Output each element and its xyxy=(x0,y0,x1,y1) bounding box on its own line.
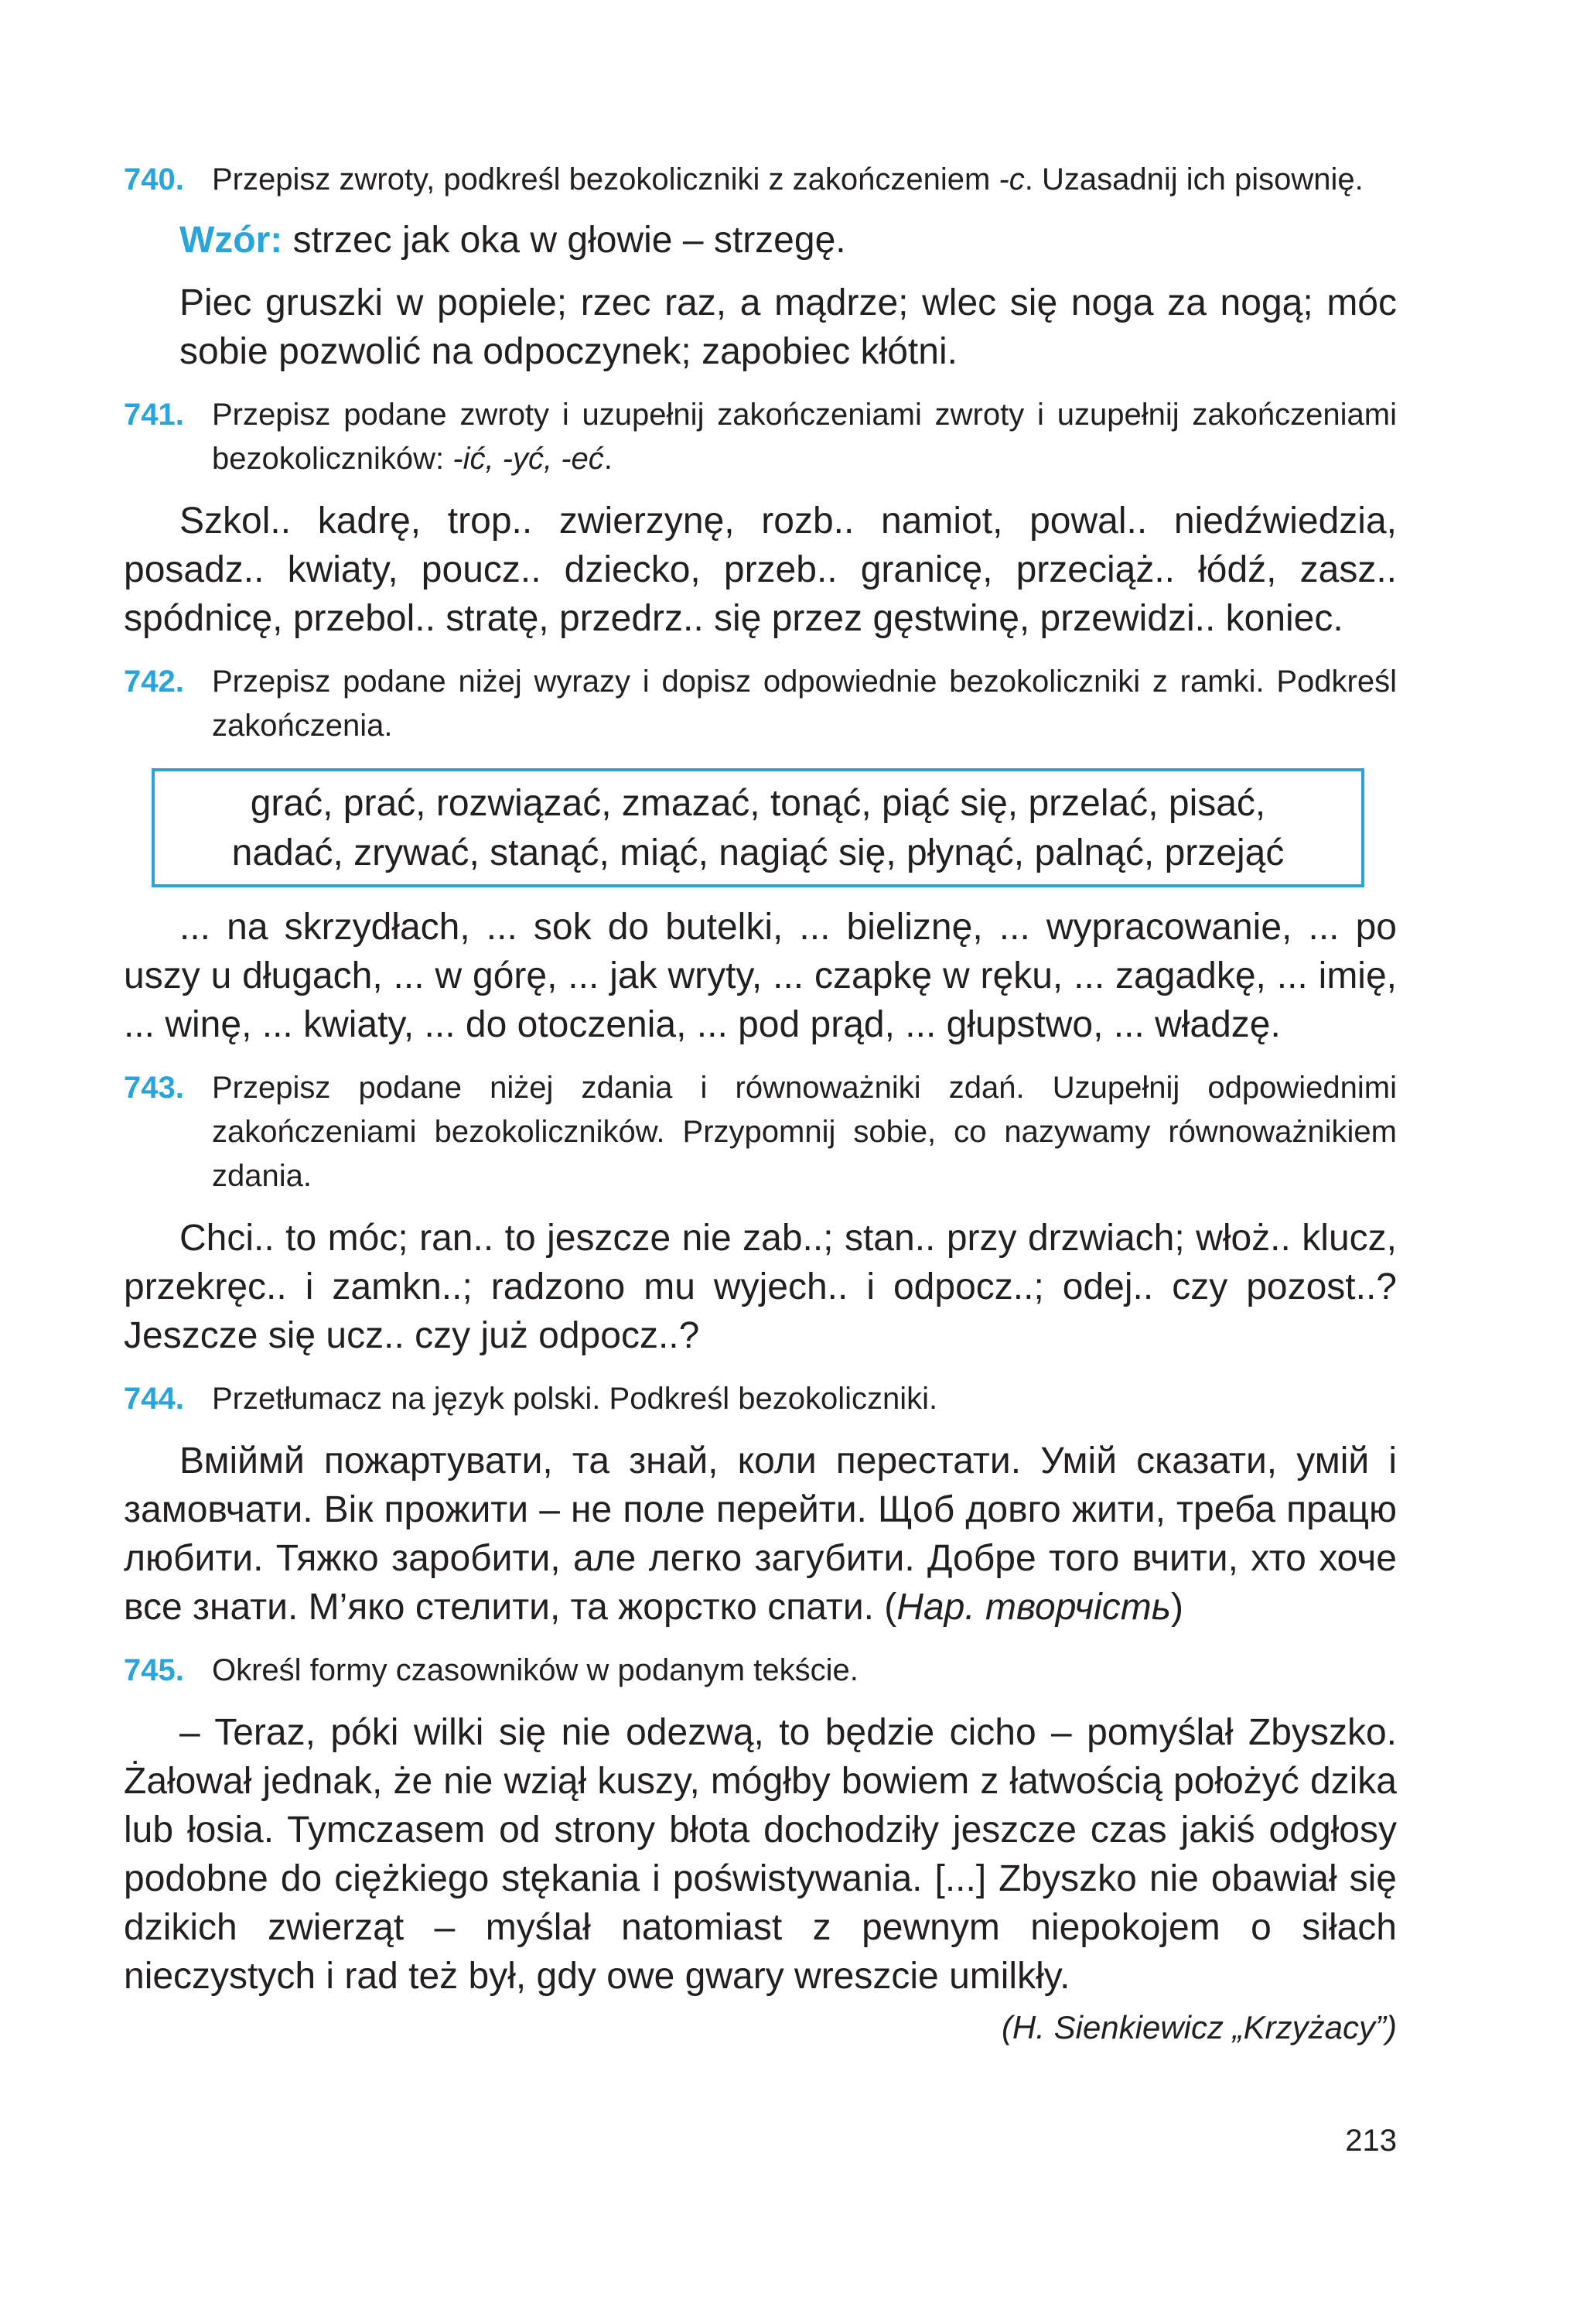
task-number: 740. xyxy=(124,162,184,197)
task-740 xyxy=(124,158,1397,202)
task-instruction: Określ formy czasowników w podanym tekście. xyxy=(212,1653,859,1687)
pattern-text: strzec jak oka w głowie – strzegę. xyxy=(282,220,846,261)
task-instruction: Przepisz podane zwroty i uzupełnij zakończeniami zwroty i uzupełnij zakończeniami bezokoliczników: -ić, -yć, -eć. xyxy=(212,398,1397,476)
page-number: 213 xyxy=(1345,2124,1397,2158)
word-box-wrapper xyxy=(124,768,1397,887)
task-744 xyxy=(124,1377,1397,1421)
task-741 xyxy=(124,393,1397,481)
task-instruction: Przepisz zwroty, podkreśl bezokoliczniki z zakończeniem -c. Uzasadnij ich pisownię. xyxy=(212,162,1364,197)
word-box-line: nadać, zrywać, stanąć, miąć, nagiąć się, płynąć, palnąć, przejąć xyxy=(231,832,1285,873)
task-body: Вміймй пожартувати, та знай, коли перестати. Умій сказати, умій і замовчати. Вік прожити – не поле перейти. Щоб довго жити, треба працю любити. Тяжко заробити, але легко загубити. Добре того вчити, хто хоче все знати. М’яко стелити, та жорстко спати. (Нар. творчість) xyxy=(124,1441,1397,1628)
task-instruction: Przetłumacz na język polski. Podkreśl bezokoliczniki. xyxy=(212,1382,938,1416)
page-content xyxy=(124,158,1397,2050)
task-body: – Teraz, póki wilki się nie odezwą, to będzie cicho – pomyślał Zbyszko. Żałował jednak, że nie wziął kuszy, mógłby bowiem z łatwością położyć dzika lub łosia. Tymczasem od strony błota dochodziły jeszcze czas jakiś odgłosy podobne do ciężkiego stękania i poświstywania. [...] Zbyszko nie obawiał się dzikich zwierząt – myślał natomiast z pewnym niepokojem o siłach nieczystych i rad też był, gdy owe gwary wreszcie umilkły. xyxy=(124,1712,1397,1997)
task-body: Szkol.. kadrę, trop.. zwierzynę, rozb.. namiot, powal.. niedźwiedzia, posadz.. kwiaty, poucz.. dziecko, przeb.. granicę, przeciąż.. łódź, zasz.. spódnicę, przebol.. stratę, przedrz.. się przez gęstwinę, przewidzi.. koniec. xyxy=(124,501,1397,639)
task-instruction: Przepisz podane niżej zdania i równoważniki zdań. Uzupełnij odpowiednimi zakończeniami bezokoliczników. Przypomnij sobie, co nazywamy równoważnikiem zdania. xyxy=(212,1071,1397,1193)
pattern-label: Wzór: xyxy=(179,220,283,261)
task-745 xyxy=(124,1649,1397,1693)
task-instruction: Przepisz podane niżej wyrazy i dopisz odpowiednie bezokoliczniki z ramki. Podkreśl zakończenia. xyxy=(212,665,1397,743)
task-body: Piec gruszki w popiele; rzec raz, a mądrze; wlec się noga za nogą; móc sobie pozwolić na odpoczynek; zapobiec kłótni. xyxy=(179,282,1397,372)
task-742 xyxy=(124,660,1397,748)
quote-attribution: (H. Sienkiewicz „Krzyżacy”) xyxy=(1001,2009,1397,2045)
task-body: ... na skrzydłach, ... sok do butelki, ... bieliznę, ... wypracowanie, ... po uszy u długach, ... w górę, ... jak wryty, ... czapkę w ręku, ... zagadkę, ... imię, ... winę, ... kwiaty, ... do otoczenia, ... pod prąd, ... głupstwo, ... władzę. xyxy=(124,907,1397,1045)
word-box-line: grać, prać, rozwiązać, zmazać, tonąć, piąć się, przelać, pisać, xyxy=(250,783,1266,824)
task-number: 745. xyxy=(124,1653,184,1687)
word-box xyxy=(152,768,1364,887)
task-number: 743. xyxy=(124,1071,184,1105)
pattern-example xyxy=(124,216,1397,265)
task-743 xyxy=(124,1066,1397,1198)
task-number: 741. xyxy=(124,398,184,432)
task-body: Chci.. to móc; ran.. to jeszcze nie zab..; stan.. przy drzwiach; włoż.. klucz, przekręc.. i zamkn..; radzono mu wyjech.. i odpocz..; odej.. czy pozost..? Jeszcze się ucz.. czy już odpocz..? xyxy=(124,1218,1397,1356)
task-number: 744. xyxy=(124,1382,184,1416)
task-number: 742. xyxy=(124,665,184,699)
source-note: Нар. творчість xyxy=(896,1587,1171,1628)
